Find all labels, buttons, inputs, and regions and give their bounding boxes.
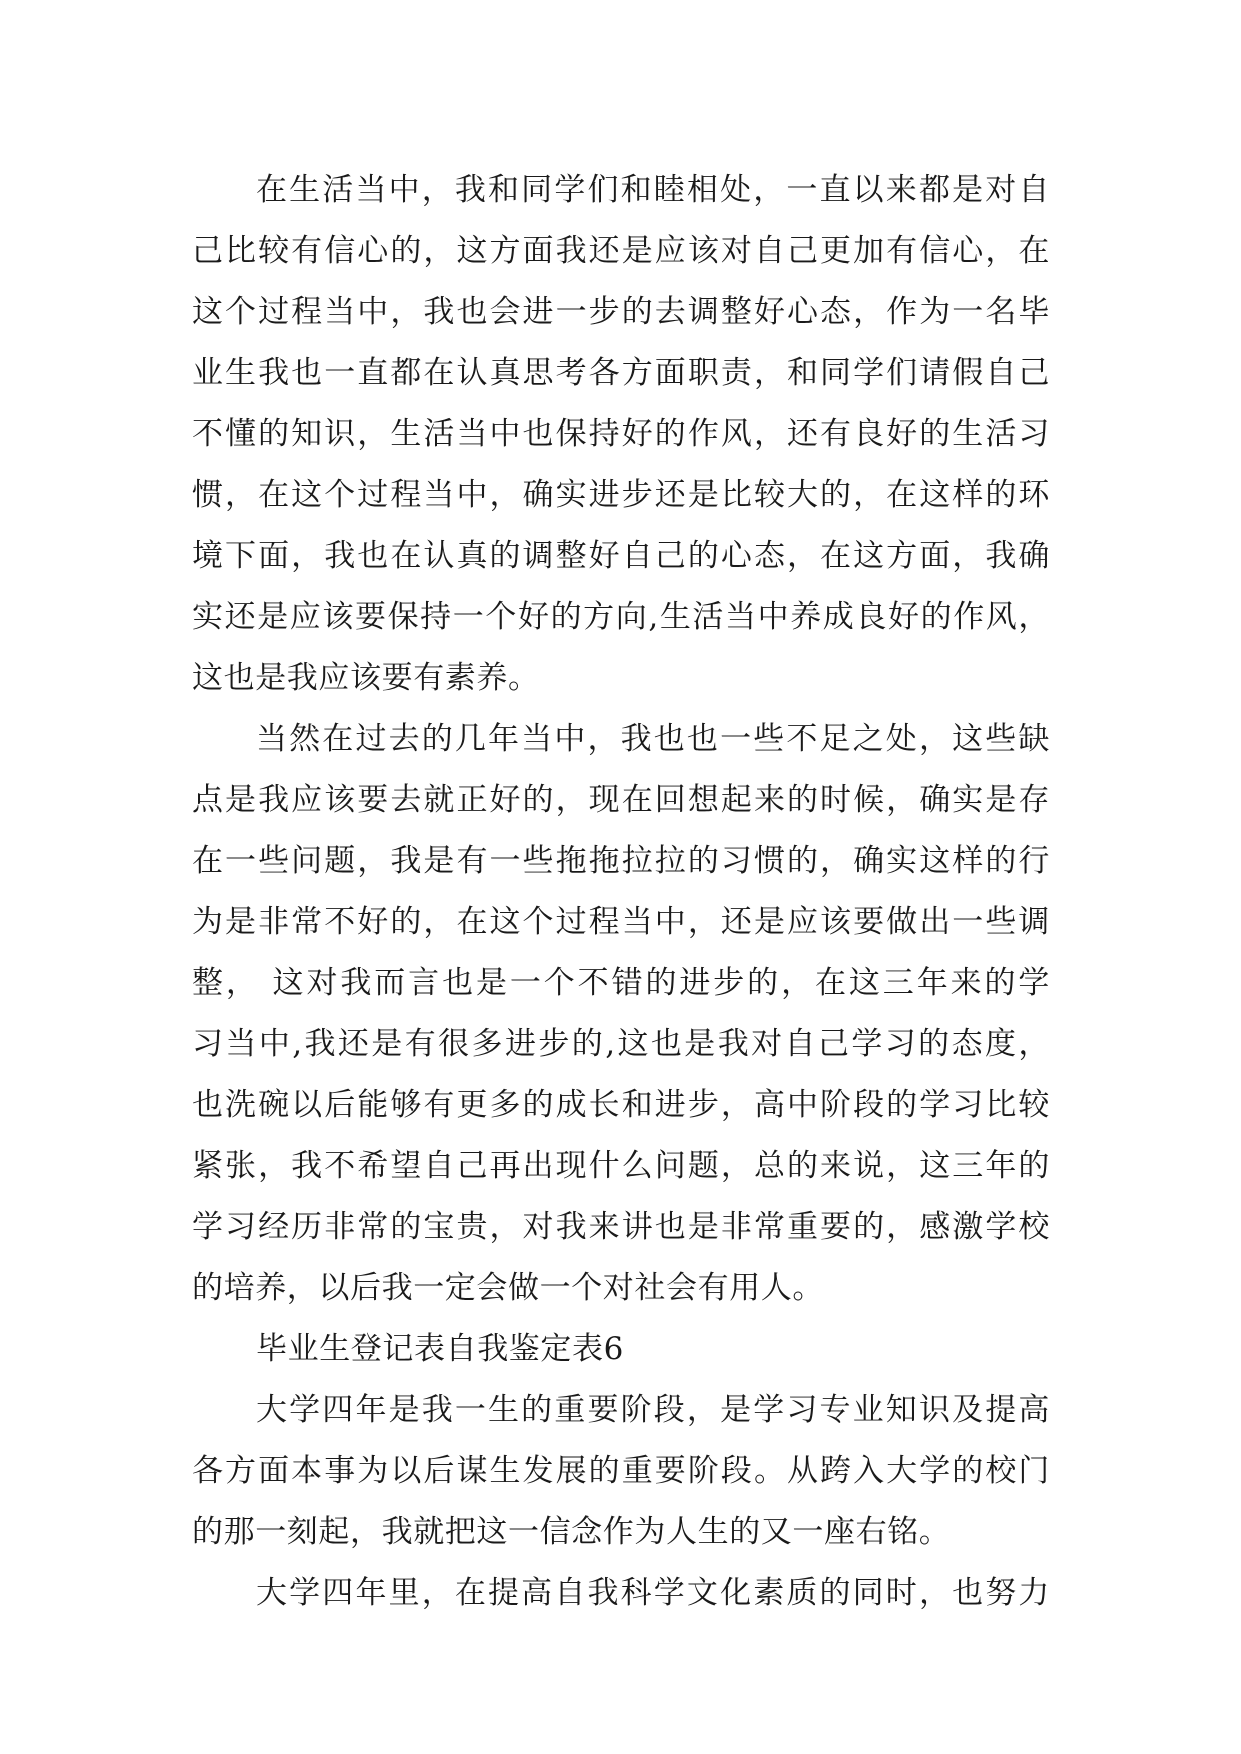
text-line: 为是非常不好的，在这个过程当中，还是应该要做出一些调 [192, 904, 1050, 940]
text-line: 业生我也一直都在认真思考各方面职责，和同学们请假自己 [192, 355, 1050, 391]
text-line: 各方面本事为以后谋生发展的重要阶段。从跨入大学的校门 [192, 1453, 1050, 1489]
text-line: 紧张，我不希望自己再出现什么问题，总的来说，这三年的 [192, 1148, 1050, 1184]
text-line: 点是我应该要去就正好的，现在回想起来的时候，确实是存 [192, 782, 1050, 818]
text-line: 不懂的知识，生活当中也保持好的作风，还有良好的生活习 [192, 416, 1050, 452]
paragraph-4 [192, 1563, 1050, 1624]
text-line: 的那一刻起，我就把这一信念作为人生的又一座右铭。 [192, 1514, 951, 1550]
text-line: 在生活当中，我和同学们和睦相处，一直以来都是对自 [256, 172, 1050, 208]
text-line: 当然在过去的几年当中，我也也一些不足之处，这些缺 [256, 721, 1050, 757]
text-line: 学习经历非常的宝贵，对我来讲也是非常重要的，感激学校 [192, 1209, 1050, 1245]
paragraph-3 [192, 1380, 1050, 1563]
text-line: 大学四年是我一生的重要阶段，是学习专业知识及提高 [256, 1392, 1050, 1428]
section-heading-text: 毕业生登记表自我鉴定表6 [256, 1331, 624, 1367]
text-line: 这个过程当中，我也会进一步的去调整好心态，作为一名毕 [192, 294, 1050, 330]
text-line: 己比较有信心的，这方面我还是应该对自己更加有信心，在 [192, 233, 1050, 269]
text-line: 习当中,我还是有很多进步的,这也是我对自己学习的态度， [192, 1026, 1050, 1062]
text-line: 这也是我应该要有素养。 [192, 660, 540, 696]
text-line: 在一些问题，我是有一些拖拖拉拉的习惯的，确实这样的行 [192, 843, 1050, 879]
paragraph-1 [192, 160, 1050, 709]
text-line: 大学四年里，在提高自我科学文化素质的同时，也努力 [256, 1575, 1050, 1611]
text-line: 实还是应该要保持一个好的方向,生活当中养成良好的作风， [192, 599, 1050, 635]
section-heading [192, 1319, 1050, 1380]
text-line: 整， 这对我而言也是一个不错的进步的，在这三年来的学 [192, 965, 1050, 1001]
text-line: 的培养，以后我一定会做一个对社会有用人。 [192, 1270, 824, 1306]
text-line: 惯，在这个过程当中，确实进步还是比较大的，在这样的环 [192, 477, 1050, 513]
paragraph-2 [192, 709, 1050, 1319]
text-line: 也洗碗以后能够有更多的成长和进步，高中阶段的学习比较 [192, 1087, 1050, 1123]
document-body [192, 160, 1050, 1624]
text-line: 境下面，我也在认真的调整好自己的心态，在这方面，我确 [192, 538, 1050, 574]
